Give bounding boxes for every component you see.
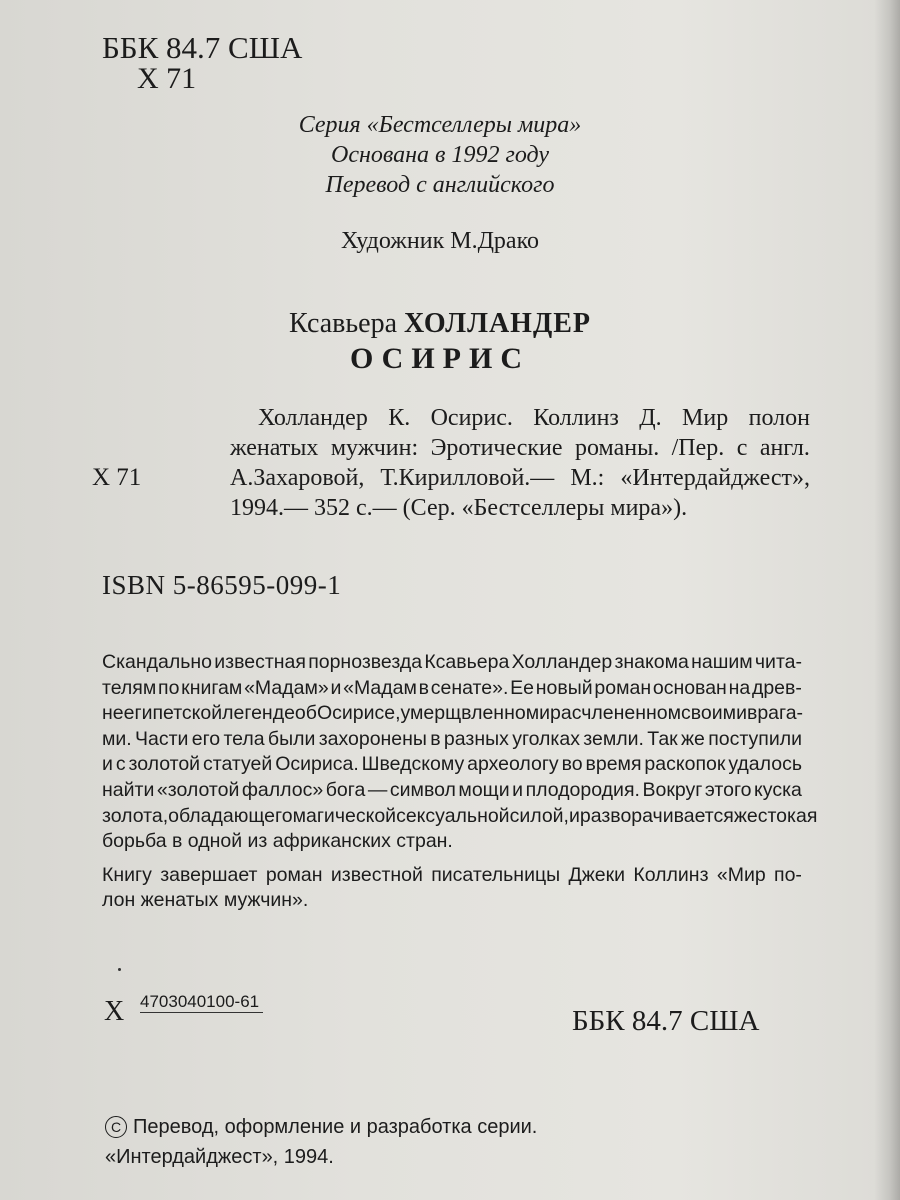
word: раскопок [644, 753, 726, 776]
text-line [230, 433, 810, 463]
annotation [102, 650, 818, 914]
series-name: Серия «Бестселлеры мира» [298, 112, 582, 138]
word: неегипетской [102, 702, 223, 725]
word: бога [325, 778, 366, 801]
word: статуей [202, 753, 273, 776]
word: сексуальной [396, 804, 510, 827]
copyright-icon: C [105, 1116, 127, 1138]
word: в [430, 727, 441, 750]
paragraph-gap [102, 855, 802, 863]
author-code-bibliography: Х 71 [92, 464, 142, 491]
word: по [158, 676, 180, 699]
word: основан [652, 676, 727, 699]
word: тела [223, 727, 265, 750]
word: «Интердайджест», [620, 465, 810, 491]
word: символ [389, 778, 456, 801]
word: золота, [102, 804, 169, 827]
word: известной [330, 863, 423, 886]
word: удалось [728, 753, 802, 776]
word: своими [681, 702, 747, 725]
word: романы. [575, 435, 660, 461]
bibliographic-record [230, 403, 810, 523]
bbk-classification-bottom: ББК 84.7 США [572, 1005, 760, 1037]
word: обладающего [168, 804, 293, 827]
word: роман [594, 676, 652, 699]
word: легенде [222, 702, 295, 725]
text-line [102, 829, 802, 855]
word: Осирисе, [316, 702, 401, 725]
word: и [568, 804, 580, 827]
word: и [102, 753, 113, 776]
word: на [728, 676, 751, 699]
word: разных [443, 727, 509, 750]
word: поступили [708, 727, 802, 750]
text-line [102, 701, 802, 727]
word: древ- [751, 676, 802, 699]
isbn: ISBN 5-86595-099-1 [102, 570, 342, 600]
text-line [230, 463, 810, 493]
word: были [267, 727, 316, 750]
word: археологу [467, 753, 559, 776]
word: англ. [759, 435, 810, 461]
copyright-line-2: «Интердайджест», 1994. [105, 1146, 334, 1168]
word: «Мадам [343, 676, 417, 699]
book-title: ОСИРИС [349, 342, 531, 375]
word: «Мир [716, 863, 766, 886]
word: Осириса. [275, 753, 359, 776]
word: золотой [128, 753, 201, 776]
word: куска [754, 778, 802, 801]
word: разворачивается [579, 804, 734, 827]
word: Шведскому [361, 753, 465, 776]
print-mark [118, 968, 121, 971]
text-line [102, 650, 802, 676]
word: Вокруг [642, 778, 703, 801]
word: время [585, 753, 642, 776]
word: сенате». [430, 676, 509, 699]
word: Так [647, 727, 678, 750]
text-line [102, 804, 818, 830]
word: — [367, 778, 388, 801]
copyright-line-1 [105, 1112, 537, 1142]
word: Д. [639, 405, 662, 431]
word: известная [214, 651, 306, 673]
word: Книгу [102, 863, 152, 886]
word: завершает [160, 863, 258, 886]
word: Коллинз [633, 863, 709, 886]
word: Мир [682, 405, 729, 431]
word: лон женатых мужчин». [102, 889, 309, 912]
word: новый [535, 676, 593, 699]
author-name [200, 307, 680, 341]
word: Осирис. [430, 405, 513, 431]
word: в [418, 676, 430, 699]
word: Холландер [511, 651, 613, 673]
word: с [115, 753, 126, 776]
word: силой, [509, 804, 569, 827]
word: врага- [746, 702, 804, 725]
bbk-classification-top: ББК 84.7 США [102, 30, 303, 65]
text-line [102, 863, 802, 889]
word: К. [388, 405, 411, 431]
word: Скандально [102, 651, 213, 673]
word: писательницы [431, 863, 561, 886]
word: «Мадам» [244, 676, 329, 699]
word: найти [102, 778, 155, 801]
word: и [330, 676, 342, 699]
word: 1994.— 352 с.— (Сер. «Бестселлеры мира»). [230, 495, 688, 521]
word: чита- [754, 651, 802, 673]
artist-credit: Художник М.Драко [340, 228, 540, 254]
word: земли. [583, 727, 644, 750]
word: мощи [458, 778, 510, 801]
word: с [736, 435, 748, 461]
word: Части [135, 727, 189, 750]
publication-code: 4703040100-61 [140, 992, 263, 1013]
word: мужчин: [330, 435, 419, 461]
word: Холландер [258, 405, 368, 431]
word: магической [292, 804, 397, 827]
word: Джеки [568, 863, 626, 886]
word: и [539, 702, 551, 725]
word: ми. [102, 727, 132, 750]
word: уголках [512, 727, 580, 750]
word: во [561, 753, 583, 776]
series-block [200, 110, 680, 200]
word: женатых [230, 435, 319, 461]
author-first-name: Ксавьера [289, 308, 398, 339]
word: нашим [691, 651, 753, 673]
author-surname: ХОЛЛАНДЕР [404, 308, 591, 339]
text-line [102, 727, 802, 753]
series-translation: Перевод с английского [325, 172, 555, 198]
word: захоронены [318, 727, 427, 750]
word: умерщвленном [400, 702, 540, 725]
word: по- [774, 863, 802, 886]
word: Ее [510, 676, 534, 699]
word: же [681, 727, 705, 750]
text-line [230, 403, 810, 433]
word: знакома [614, 651, 689, 673]
author-code-top: Х 71 [137, 62, 197, 95]
page-fold-shadow [874, 0, 900, 1200]
word: М.: [570, 465, 605, 491]
word: борьба в одной из африканских стран. [102, 830, 453, 853]
word: /Пер. [671, 435, 725, 461]
text-line [102, 752, 802, 778]
word: Ксавьера [424, 651, 510, 673]
word: А.Захаровой, [230, 465, 365, 491]
word: полон [748, 405, 810, 431]
word: Коллинз [533, 405, 619, 431]
word: порнозвезда [308, 651, 423, 673]
text-line [102, 778, 802, 804]
series-founded: Основана в 1992 году [331, 142, 549, 168]
text-line [102, 676, 802, 702]
word: об [294, 702, 317, 725]
word: этого [704, 778, 752, 801]
text-line [230, 493, 810, 523]
word: и [512, 778, 524, 801]
word: его [191, 727, 221, 750]
copyright-text-1: Перевод, оформление и разработка серии. [133, 1116, 538, 1138]
word: Т.Кирилловой.— [380, 465, 555, 491]
word: телям [102, 676, 157, 699]
word: книгам [181, 676, 243, 699]
word: расчлененном [550, 702, 682, 725]
word: фаллос» [241, 778, 324, 801]
footer-x-mark: Х [104, 996, 125, 1027]
text-line [102, 888, 802, 914]
word: Эротические [430, 435, 563, 461]
copyright-block [105, 1112, 537, 1172]
word: «золотой [156, 778, 240, 801]
word: жестокая [733, 804, 818, 827]
word: плодородия. [525, 778, 640, 801]
word: роман [265, 863, 323, 886]
